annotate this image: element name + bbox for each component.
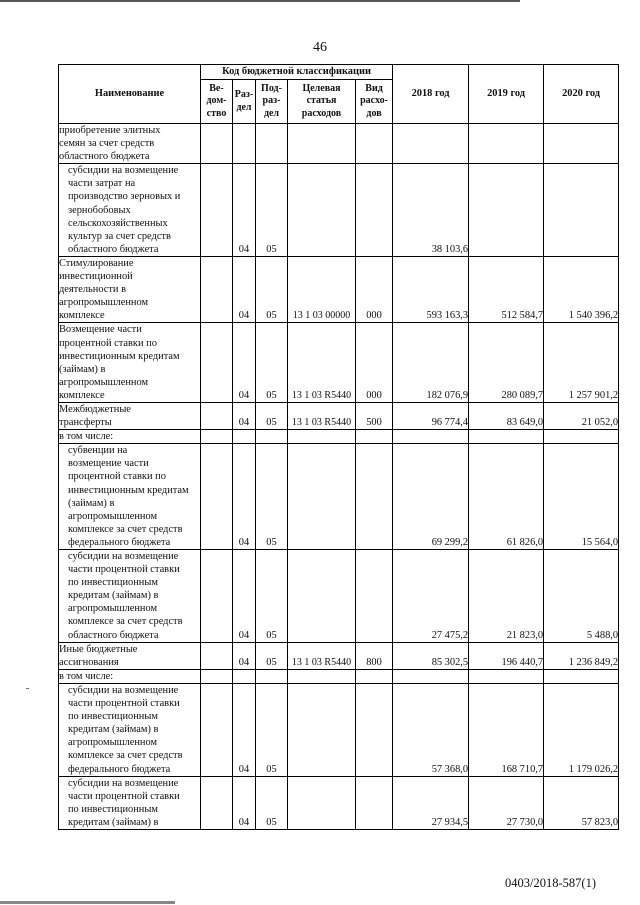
cell-name: в том числе: [59, 669, 201, 683]
cell-2020: 1 540 396,2 [544, 256, 619, 322]
cell-target-article [288, 669, 356, 683]
cell-razdel [233, 124, 256, 164]
header-podrazdel: Под- раз- дел [256, 80, 288, 124]
cell-name: субвенции на возмещение части процентной ставки по инвестиционным кредитам (займам) в агропромышленном комплексе за счет средств федерального бюджета [59, 444, 201, 550]
cell-name: Стимулирование инвестиционной деятельности в агропромышленном комплексе [59, 256, 201, 322]
cell-vedomstvo [201, 164, 233, 257]
cell-target-article [288, 430, 356, 444]
cell-expense-type [356, 444, 393, 550]
cell-2018 [393, 430, 469, 444]
cell-2018: 96 774,4 [393, 402, 469, 429]
cell-name: Иные бюджетные ассигнования [59, 642, 201, 669]
cell-2020: 1 179 026,2 [544, 683, 619, 776]
cell-expense-type [356, 683, 393, 776]
table-row [59, 124, 619, 164]
cell-expense-type [356, 776, 393, 829]
cell-target-article [288, 776, 356, 829]
cell-target-article: 13 1 03 R5440 [288, 402, 356, 429]
cell-2018: 27 475,2 [393, 550, 469, 643]
cell-name: приобретение элитных семян за счет средств областного бюджета [59, 124, 201, 164]
cell-2018: 182 076,9 [393, 323, 469, 403]
cell-2020: 5 488,0 [544, 550, 619, 643]
cell-razdel: 04 [233, 550, 256, 643]
cell-2019 [469, 669, 544, 683]
table-body [59, 124, 619, 830]
cell-expense-type [356, 550, 393, 643]
table-row [59, 430, 619, 444]
cell-target-article: 13 1 03 R5440 [288, 323, 356, 403]
cell-razdel: 04 [233, 164, 256, 257]
cell-podrazdel [256, 669, 288, 683]
table-row [59, 402, 619, 429]
table-row [59, 256, 619, 322]
cell-razdel: 04 [233, 776, 256, 829]
cell-2019: 27 730,0 [469, 776, 544, 829]
cell-2018: 85 302,5 [393, 642, 469, 669]
cell-podrazdel: 05 [256, 444, 288, 550]
cell-2020: 1 236 849,2 [544, 642, 619, 669]
cell-razdel: 04 [233, 256, 256, 322]
cell-name: субсидии на возмещение части процентной ставки по инвестиционным кредитам (займам) в агропромышленном комплексе за счет средств областного бюджета [59, 550, 201, 643]
header-2018: 2018 год [393, 65, 469, 124]
table-row [59, 164, 619, 257]
cell-2018: 57 368,0 [393, 683, 469, 776]
cell-2019 [469, 164, 544, 257]
cell-name: субсидии на возмещение части процентной ставки по инвестиционным кредитам (займам) в [59, 776, 201, 829]
header-vedomstvo: Ве- дом- ство [201, 80, 233, 124]
document-code: 0403/2018-587(1) [505, 876, 596, 890]
cell-2020: 21 052,0 [544, 402, 619, 429]
cell-podrazdel [256, 124, 288, 164]
cell-vedomstvo [201, 776, 233, 829]
header-celevaya-statya: Целевая статья расходов [288, 80, 356, 124]
cell-2020 [544, 164, 619, 257]
cell-2019: 196 440,7 [469, 642, 544, 669]
cell-target-article [288, 683, 356, 776]
cell-2019: 21 823,0 [469, 550, 544, 643]
cell-name: Возмещение части процентной ставки по инвестиционным кредитам (займам) в агропромышленном комплексе [59, 323, 201, 403]
header-2019: 2019 год [469, 65, 544, 124]
cell-2019 [469, 124, 544, 164]
cell-2018 [393, 124, 469, 164]
cell-2018: 69 299,2 [393, 444, 469, 550]
cell-expense-type: 000 [356, 256, 393, 322]
cell-2019: 61 826,0 [469, 444, 544, 550]
cell-target-article [288, 164, 356, 257]
cell-2020 [544, 124, 619, 164]
cell-2018: 38 103,6 [393, 164, 469, 257]
cell-podrazdel: 05 [256, 402, 288, 429]
cell-2020: 57 823,0 [544, 776, 619, 829]
cell-2019: 83 649,0 [469, 402, 544, 429]
cell-razdel [233, 669, 256, 683]
cell-name: субсидии на возмещение части процентной ставки по инвестиционным кредитам (займам) в агропромышленном комплексе за счет средств федерального бюджета [59, 683, 201, 776]
cell-razdel: 04 [233, 683, 256, 776]
cell-2018 [393, 669, 469, 683]
page-number: 46 [313, 40, 327, 55]
header-classification-group: Код бюджетной классификации [201, 65, 393, 80]
cell-name: в том числе: [59, 430, 201, 444]
cell-podrazdel: 05 [256, 323, 288, 403]
budget-table [58, 64, 619, 830]
cell-podrazdel: 05 [256, 164, 288, 257]
cell-target-article [288, 444, 356, 550]
cell-vedomstvo [201, 323, 233, 403]
cell-expense-type [356, 430, 393, 444]
cell-vedomstvo [201, 402, 233, 429]
table-row [59, 444, 619, 550]
cell-target-article: 13 1 03 00000 [288, 256, 356, 322]
cell-razdel: 04 [233, 402, 256, 429]
cell-name: субсидии на возмещение части затрат на производство зерновых и зернобобовых сельскохозяйственных культур за счет средств областного бюджета [59, 164, 201, 257]
cell-razdel: 04 [233, 444, 256, 550]
cell-expense-type [356, 669, 393, 683]
cell-vedomstvo [201, 683, 233, 776]
cell-target-article [288, 550, 356, 643]
cell-expense-type: 000 [356, 323, 393, 403]
cell-2018: 593 163,3 [393, 256, 469, 322]
cell-expense-type: 800 [356, 642, 393, 669]
cell-2019: 280 089,7 [469, 323, 544, 403]
cell-expense-type [356, 164, 393, 257]
cell-vedomstvo [201, 124, 233, 164]
margin-mark [26, 688, 29, 689]
cell-podrazdel: 05 [256, 776, 288, 829]
table-row [59, 669, 619, 683]
cell-2019 [469, 430, 544, 444]
cell-2020 [544, 430, 619, 444]
header-name: Наименование [59, 65, 201, 124]
table-row [59, 323, 619, 403]
bottom-rule [0, 901, 175, 904]
cell-2018: 27 934,5 [393, 776, 469, 829]
cell-razdel [233, 430, 256, 444]
cell-vedomstvo [201, 669, 233, 683]
cell-expense-type: 500 [356, 402, 393, 429]
top-rule [0, 0, 520, 2]
cell-vedomstvo [201, 430, 233, 444]
cell-2020 [544, 669, 619, 683]
cell-razdel: 04 [233, 323, 256, 403]
cell-target-article: 13 1 03 R5440 [288, 642, 356, 669]
cell-vedomstvo [201, 256, 233, 322]
table-row [59, 550, 619, 643]
cell-2020: 1 257 901,2 [544, 323, 619, 403]
cell-name: Межбюджетные трансферты [59, 402, 201, 429]
cell-expense-type [356, 124, 393, 164]
cell-vedomstvo [201, 642, 233, 669]
cell-podrazdel: 05 [256, 256, 288, 322]
cell-podrazdel: 05 [256, 642, 288, 669]
cell-podrazdel: 05 [256, 683, 288, 776]
cell-target-article [288, 124, 356, 164]
table-row [59, 642, 619, 669]
cell-podrazdel: 05 [256, 550, 288, 643]
cell-podrazdel [256, 430, 288, 444]
cell-2020: 15 564,0 [544, 444, 619, 550]
cell-2019: 168 710,7 [469, 683, 544, 776]
header-2020: 2020 год [544, 65, 619, 124]
header-razdel: Раз- дел [233, 80, 256, 124]
table-row [59, 683, 619, 776]
cell-vedomstvo [201, 444, 233, 550]
cell-2019: 512 584,7 [469, 256, 544, 322]
cell-razdel: 04 [233, 642, 256, 669]
table-row [59, 776, 619, 829]
header-vid-rashodov: Вид расхо- дов [356, 80, 393, 124]
cell-vedomstvo [201, 550, 233, 643]
